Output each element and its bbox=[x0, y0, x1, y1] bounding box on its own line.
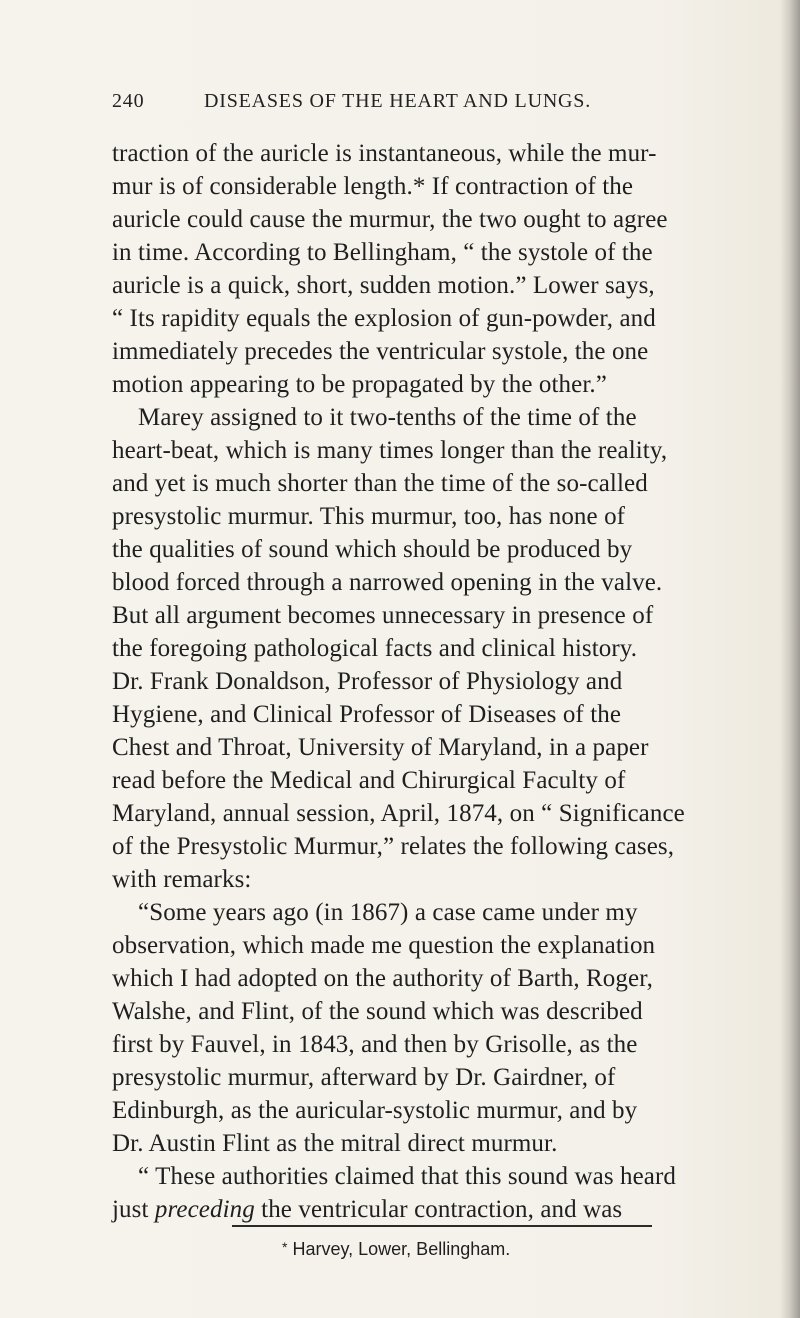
page-number: 240 bbox=[112, 90, 145, 112]
text-line: in time. According to Bellingham, “ the systole of the bbox=[112, 239, 653, 266]
text-line: mur is of considerable length.* If contraction of the bbox=[112, 173, 634, 200]
text-line: which I had adopted on the authority of Barth, Roger, bbox=[112, 965, 653, 992]
footnote-text: Harvey, Lower, Bellingham. bbox=[292, 1239, 511, 1259]
text-line: But all argument becomes unnecessary in presence of bbox=[112, 602, 654, 629]
text-line: motion appearing to be propagated by the other.” bbox=[112, 371, 607, 398]
text-line: blood forced through a narrowed opening in the valve. bbox=[112, 569, 663, 596]
text-line: and yet is much shorter than the time of the so-called bbox=[112, 470, 648, 497]
text-line: Hygiene, and Clinical Professor of Diseases of the bbox=[112, 701, 622, 728]
text-line: the foregoing pathological facts and clinical history. bbox=[112, 635, 638, 662]
text-line: read before the Medical and Chirurgical Faculty of bbox=[112, 767, 626, 794]
text-line: Edinburgh, as the auricular-systolic murmur, and by bbox=[112, 1097, 638, 1124]
body-text bbox=[112, 137, 746, 1226]
text-line: presystolic murmur, afterward by Dr. Gairdner, of bbox=[112, 1064, 616, 1091]
running-title: DISEASES OF THE HEART AND LUNGS. bbox=[204, 90, 592, 112]
text-line: auricle could cause the murmur, the two ought to agree bbox=[112, 206, 668, 233]
text-line: first by Fauvel, in 1843, and then by Grisolle, as the bbox=[112, 1031, 638, 1058]
text-line: observation, which made me question the explanation bbox=[112, 932, 656, 959]
last-line-before-italic: just bbox=[112, 1196, 155, 1223]
text-line: Dr. Frank Donaldson, Professor of Physiology and bbox=[112, 668, 623, 695]
text-line: the qualities of sound which should be produced by bbox=[112, 536, 633, 563]
text-line: heart-beat, which is many times longer than the reality, bbox=[112, 437, 668, 464]
text-line: “ These authorities claimed that this sound was heard bbox=[138, 1163, 677, 1190]
text-line: Marey assigned to it two-tenths of the time of the bbox=[138, 404, 637, 431]
footnote-rule bbox=[232, 1225, 652, 1227]
text-line: “Some years ago (in 1867) a case came under my bbox=[138, 899, 638, 926]
text-line: Maryland, annual session, April, 1874, on “ Significance bbox=[112, 800, 685, 827]
text-line: Chest and Throat, University of Maryland, in a paper bbox=[112, 734, 649, 761]
page-edge-shadow bbox=[780, 0, 800, 1318]
footnote-marker: * bbox=[282, 1239, 288, 1255]
page-header bbox=[112, 90, 672, 118]
footnote bbox=[282, 1239, 510, 1260]
text-line: Dr. Austin Flint as the mitral direct murmur. bbox=[112, 1130, 558, 1157]
text-line: of the Presystolic Murmur,” relates the following cases, bbox=[112, 833, 675, 860]
text-line: immediately precedes the ventricular systole, the one bbox=[112, 338, 649, 365]
last-line-after-italic: the ventricular contraction, and was bbox=[254, 1196, 623, 1223]
text-line: with remarks: bbox=[112, 866, 252, 893]
text-line: Walshe, and Flint, of the sound which was described bbox=[112, 998, 643, 1025]
last-text-line bbox=[112, 1193, 746, 1226]
text-line: presystolic murmur. This murmur, too, has none of bbox=[112, 503, 626, 530]
text-line: “ Its rapidity equals the explosion of gun-powder, and bbox=[112, 305, 656, 332]
text-line: traction of the auricle is instantaneous, while the mur- bbox=[112, 140, 657, 167]
italic-word-preceding: preceding bbox=[154, 1196, 255, 1223]
text-line: auricle is a quick, short, sudden motion.” Lower says, bbox=[112, 272, 655, 299]
